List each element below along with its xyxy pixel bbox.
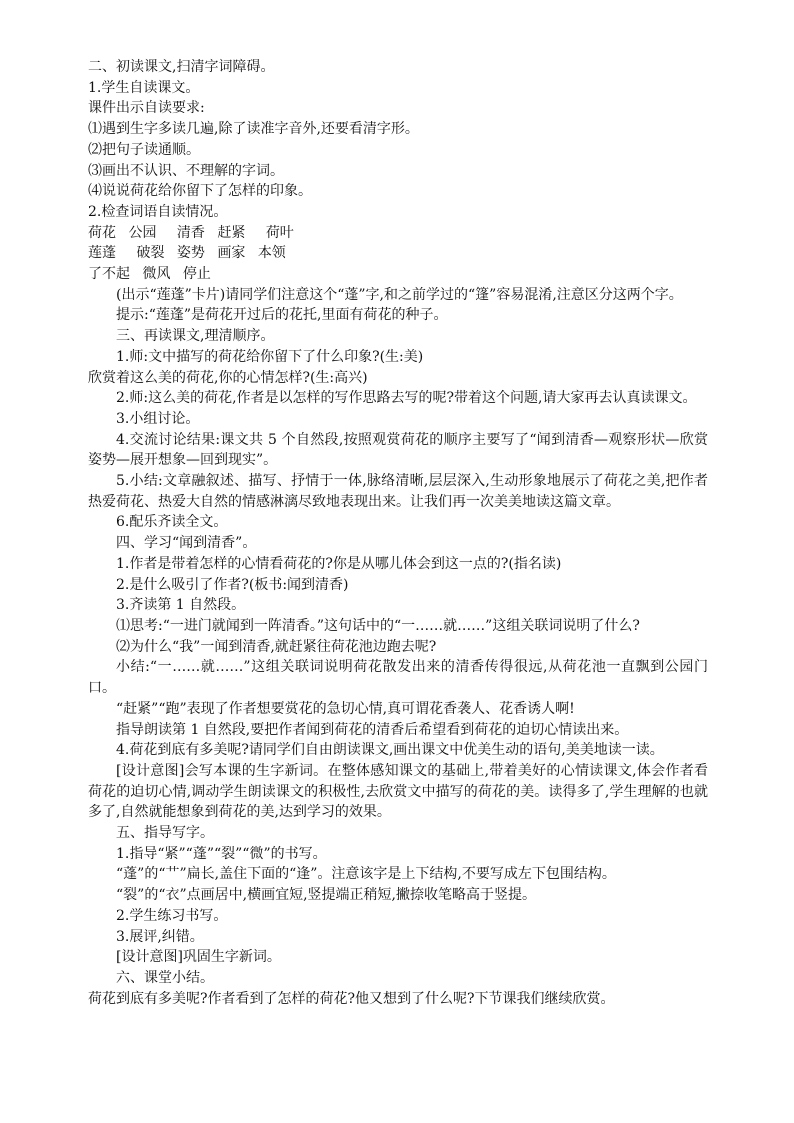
step-1: 1.学生自读课文。 (88, 79, 200, 96)
vocab-word: 赶紧 (217, 224, 246, 241)
section-heading-6: 六、课堂小结。 (116, 969, 214, 986)
step-2: 2.检查词语自读情况。 (88, 203, 228, 220)
document-page (88, 57, 708, 1009)
requirement-2: ⑵把句子读通顺。 (88, 141, 200, 158)
teacher-question-1: 1.师:文中描写的荷花给你留下了什么印象?(生:美) (116, 348, 424, 365)
discussion-result: 4.交流讨论结果:课文共 5 个自然段,按照观赏荷花的顺序主要写了“闻到清香—观察形状—欣赏姿势—展开想象—回到现实”。 (88, 431, 708, 469)
design-intent-2: [设计意图]巩固生字新词。 (116, 949, 281, 966)
vocab-word: 清香 (176, 224, 205, 241)
vocab-word: 公园 (128, 224, 157, 241)
teacher-question-2: 2.师:这么美的荷花,作者是以怎样的写作思路去写的呢?带着这个问题,请大家再去认真读课文。 (116, 390, 697, 407)
think-question-1: ⑴思考:“一进门就闻到一阵清香。”这句话中的“一……就……”这组关联词说明了什么? (116, 617, 640, 634)
tip-paragraph: 提示:“莲蓬”是荷花开过后的花托,里面有荷花的种子。 (116, 307, 448, 324)
design-intent-1: [设计意图]会写本课的生字新词。在整体感知课文的基础上,带着美好的心情读课文,体会作者看荷花的迫切心情,调动学生朗读课文的积极性,去欣赏文中描写的荷花的美。读得多了,学生理解的也就多了,自然就能想象到荷花的美,达到学习的效果。 (88, 762, 708, 821)
requirement-4: ⑷说说荷花给你留下了怎样的印象。 (88, 183, 312, 200)
courseware-requirements-title: 课件出示自读要求: (88, 100, 205, 117)
conclusion-paragraph: 小结:“一……就……”这组关联词说明荷花散发出来的清香传得很远,从荷花池一直飘到公园门口。 (88, 659, 708, 697)
writing-guide-peng: “蓬”的“艹”扁长,盖住下面的“逢”。注意该字是上下结构,不要写成左下包围结构。 (116, 866, 616, 883)
vocab-word: 了不起 (88, 266, 130, 283)
group-discussion: 3.小组讨论。 (116, 410, 200, 427)
vocab-word: 停止 (182, 266, 211, 283)
vocab-word: 本领 (257, 245, 286, 262)
vocab-word: 莲蓬 (88, 245, 116, 262)
vocab-word: 画家 (217, 245, 246, 262)
requirement-1: ⑴遇到生字多读几遍,除了读准字音外,还要看清字形。 (88, 121, 419, 138)
writing-guide-lie: “裂”的“衣”点画居中,横画宜短,竖提端正稍短,撇捺收笔略高于竖提。 (116, 887, 536, 904)
how-beautiful-paragraph: 4.荷花到底有多美呢?请同学们自由朗读课文,画出课文中优美生动的语句,美美地读一读。 (116, 742, 664, 759)
vocab-word: 破裂 (136, 245, 165, 262)
guide-reading-paragraph: 指导朗读第 1 自然段,要把作者闻到荷花的清香后希望看到荷花的迫切心情读出来。 (116, 721, 629, 738)
teacher-question-1b: 欣赏着这么美的荷花,你的心情怎样?(生:高兴) (88, 369, 368, 386)
review-correct: 3.展评,纠错。 (116, 928, 204, 945)
read-paragraph-1: 3.齐读第 1 自然段。 (116, 597, 246, 614)
requirement-3: ⑶画出不认识、不理解的字词。 (88, 162, 284, 179)
vocab-row-3 (88, 264, 708, 285)
show-card-paragraph: (出示“莲蓬”卡片)请同学们注意这个“蓬”字,和之前学过的“篷”容易混淆,注意区分这两个字。 (116, 286, 683, 303)
question-attract: 2.是什么吸引了作者?(板书:闻到清香) (116, 576, 349, 593)
section-heading-3: 三、再读课文,理清顺序。 (116, 328, 275, 345)
writing-guide-1: 1.指导“紧”“蓬”“裂”“微”的书写。 (116, 845, 327, 862)
writing-practice: 2.学生练习书写。 (116, 907, 228, 924)
section-heading-5: 五、指导写字。 (116, 825, 214, 842)
closing-paragraph: 荷花到底有多美呢?作者看到了怎样的荷花?他又想到了什么呢?下节课我们继续欣赏。 (88, 990, 615, 1007)
vocab-row-1 (88, 223, 708, 244)
read-aloud-step: 6.配乐齐读全文。 (116, 514, 228, 531)
vocab-row-2 (88, 243, 708, 264)
vocab-word: 姿势 (176, 245, 205, 262)
ganjin-paragraph: “赶紧”“跑”表现了作者想要赏花的急切心情,真可谓花香袭人、花香诱人啊! (116, 700, 575, 717)
vocab-word: 荷叶 (265, 224, 294, 241)
section-heading-4: 四、学习“闻到清香”。 (116, 535, 257, 552)
vocab-word: 微风 (142, 266, 171, 283)
question-mood: 1.作者是带着怎样的心情看荷花的?你是从哪儿体会到这一点的?(指名读) (116, 555, 562, 572)
summary-paragraph: 5.小结:文章融叙述、描写、抒情于一体,脉络清晰,层层深入,生动形象地展示了荷花之美,把作者热爱荷花、热爱大自然的情感淋漓尽致地表现出来。让我们再一次美美地读这篇文章。 (88, 473, 708, 510)
think-question-2: ⑵为什么“我”一闻到清香,就赶紧往荷花池边跑去呢? (116, 638, 437, 655)
section-heading-2: 二、初读课文,扫清字词障碍。 (88, 59, 275, 75)
vocab-word: 荷花 (88, 224, 116, 241)
